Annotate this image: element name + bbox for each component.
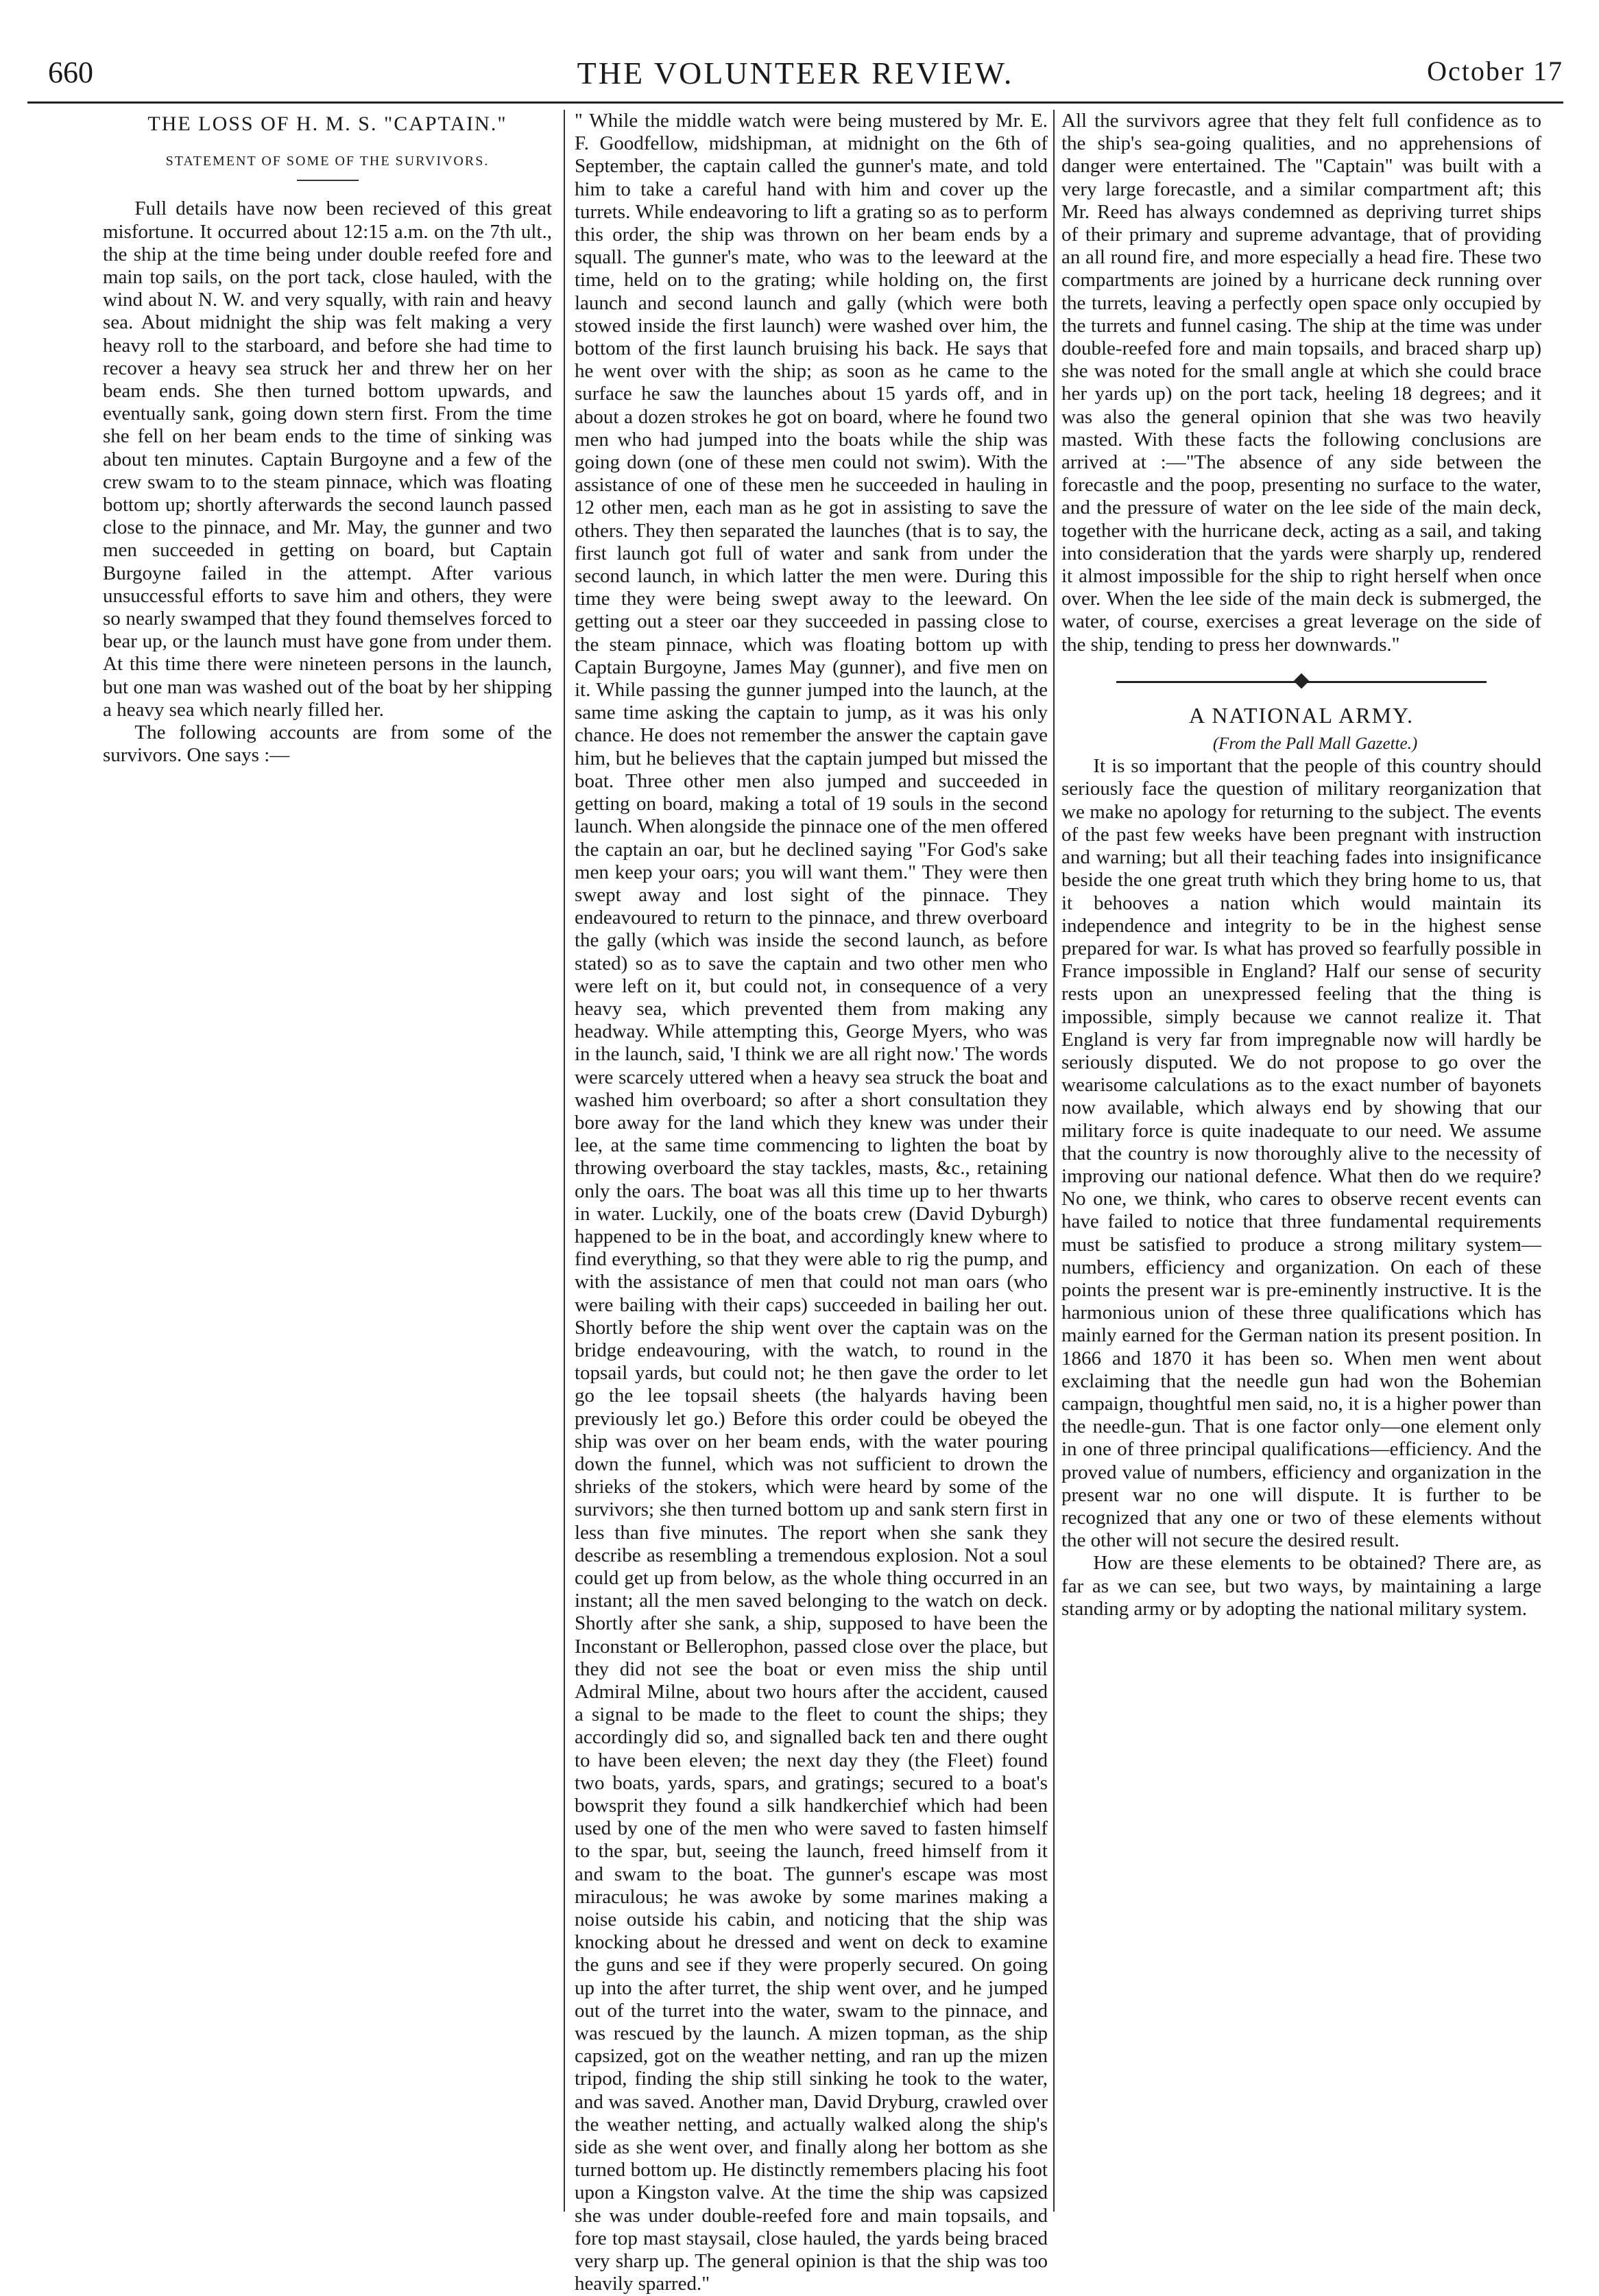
header-rule bbox=[27, 101, 1563, 104]
article-paragraph: Full details have now been recieved of this great misfortune. It occurred about 12:15 a.m. on the 7th ult., the ship at the time being under double reefed fore and main top sails, on the port tack, close hauled, with the wind about N. W. and very squally, with rain and heavy sea. About midnight the ship was felt making a very heavy roll to the starboard, and before she had time to recover a heavy sea struck her and threw her on her beam ends. She then turned bottom upwards, and eventually sank, going down stern first. From the time she fell on her beam ends to the time of sinking was about ten minutes. Captain Burgoyne and a few of the crew swam to to the steam pinnace, which was floating bottom up; shortly afterwards the second launch passed close to the pinnace, and Mr. May, the gunner and two men succeeded in getting on board, but Captain Burgoyne failed in the attempt. After various unsuccessful efforts to save him and others, they were so nearly swamped that they found themselves forced to bear up, or the launch must have gone from under them. At this time there were nineteen persons in the launch, but one man was washed out of the boat by her shipping a heavy sea which nearly filled her. bbox=[103, 198, 552, 721]
section-divider-ornament bbox=[1061, 671, 1541, 692]
masthead-title: THE VOLUNTEER REVIEW. bbox=[577, 56, 1014, 91]
article-paragraph: How are these elements to be obtained? There are, as far as we can see, but two ways, by maintaining a large standing army or by adopting the national military system. bbox=[1061, 1552, 1541, 1620]
page-header bbox=[27, 55, 1563, 96]
column-divider bbox=[1053, 110, 1055, 2212]
article-headline: A NATIONAL ARMY. bbox=[1188, 702, 1415, 728]
column-2 bbox=[575, 110, 1048, 2295]
article-paragraph-continued: All the survivors agree that they felt full confidence as to the ship's sea-going qualities, and no apprehensions of danger were entertained. The "Captain" was built with a very large forecastle, and a similar compartment aft; this Mr. Reed has always condemned as depriving turret ships of their primary and supreme advantage, that of providing an all round fire, and more especially a head fire. These two compartments are joined by a hurricane deck running over the turrets, leaving a perfectly open space only occupied by the turrets and funnel casing. The ship at the time was under double-reefed fore and main topsails, and braced sharp up) she was noted for the small angle at which she could brace her yards up) on the port tack, heeling 18 degrees; and it was also the general opinion that she was two heavily masted. With these facts the following conclusions are arrived at :—"The absence of any side between the forecastle and the poop, presenting no surface to the water, and the pressure of water on the lee side of the main deck, together with the hurricane deck, acting as a sail, and taking into consideration that the yards were sharply up, rendered it almost impossible for the ship to right herself when once over. When the lee side of the main deck is submerged, the water, of course, exercises a great leverage on the side of the ship, tending to press her downwards." bbox=[1061, 110, 1541, 656]
article-paragraph-continued: " While the middle watch were being mustered by Mr. E. F. Goodfellow, midshipman, at midnight on the 6th of September, the captain called the gunner's mate, and told him to take a careful hand with him and cover up the turrets. While endeavoring to lift a grating so as to perform this order, the ship was thrown on her beam ends by a squall. The gunner's mate, who was to the leeward at the time, held on to the grating; while holding on, the first launch and second launch and gally (which were both stowed inside the first launch) were washed over him, the bottom of the first launch bruising his back. He says that he went over with the ship; as soon as he came to the surface he saw the launches about 15 yards off, and in about a dozen strokes he got on board, where he found two men who had jumped into the boats while the ship was going down (one of these men could not swim). With the assistance of one of these men he succeeded in hauling in 12 other men, each man as he got in assisting to save the others. They then separated the launches (that is to say, the first launch got full of water and sank from under the second launch, in which latter the men were. During this time they were being swept away to the leeward. On getting out a steer oar they succeeded in passing close to the steam pinnace, which was floating bottom up with Captain Burgoyne, James May (gunner), and five men on it. While passing the gunner jumped into the launch, at the same time asking the captain to jump, as it was his only chance. He does not remember the answer the captain gave him, but he believes that the captain jumped but missed the boat. Three other men also jumped and succeeded in getting on board, making a total of 19 souls in the second launch. When alongside the pinnace one of the men offered the captain an oar, but he declined saying "For God's sake men keep your oars; you will want them." They were then swept away and lost sight of the pinnace. They endeavoured to return to the pinnace, and threw overboard the gally (which was inside the second launch, as before stated) so as to save the captain and two other men who were left on it, but could not, in consequence of a very heavy sea, which prevented them from making any headway. While attempting this, George Myers, who was in the launch, said, 'I think we are all right now.' The words were scarcely uttered when a heavy sea struck the boat and washed him overboard; so after a short consultation they bore away for the land which they knew was under their lee, at the same time commencing to lighten the boat by throwing overboard the stay tackles, masts, &c., retaining only the oars. The boat was all this time up to her thwarts in water. Luckily, one of the boats crew (David Dyburgh) happened to be in the boat, and accordingly knew where to find everything, so that they were able to rig the pump, and with the assistance of men that could not man oars (who were bailing with their caps) succeeded in bailing her out. Shortly before the ship went over the captain was on the bridge endeavouring, with the watch, to round in the topsail yards, but could not; he then gave the order to let go the lee topsail sheets (the halyards having been previously let go.) Before this order could be obeyed the ship was over on her beam ends, with the water pouring down the funnel, which was not sufficient to drown the shrieks of the stokers, which were heard by some of the survivors; she then turned bottom up and sank stern first in less than five minutes. The report when she sank they describe as resembling a tremendous explosion. Not a soul could get up from below, as the whole thing occurred in an instant; all the men saved belonging to the watch on deck. Shortly after she sank, a ship, supposed to have been the Inconstant or Bellerophon, passed close over the place, but they did not see the boat or even miss the ship until Admiral Milne, about two hours after the accident, caused a signal to be made to the fleet to count the ships; they accordingly did so, and signalled back ten and there ought to have been eleven; the next day they (the Fleet) found two boats, yards, spars, and gratings; secured to a boat's bowsprit they found a silk handkerchief which had been used by one of the men who were saved to fasten himself to the spar, but, seeing the launch, freed himself from it and swam to the boat. The gunner's escape was most miraculous; he was awoke by some marines making a noise outside his cabin, and noticing that the ship was knocking about he dressed and went on deck to examine the guns and see if they were properly secured. On going up into the after turret, the ship went over, and he jumped out of the turret into the water, swam to the pinnace, and was rescued by the launch. A mizen topman, as the ship capsized, got on the weather netting, and ran up the mizen tripod, finding the ship still sinking he took to the water, and was saved. Another man, David Dryburg, crawled over the weather netting, and actually walked along the ship's side as she went over, and finally along her bottom as she turned bottom up. He distinctly remembers placing his foot upon a Kingston valve. At the time the ship was capsized she was under double-reefed fore and main topsails, and fore top mast staysail, close hauled, the yards being braced very sharp up. The general opinion is that the ship was too heavily sparred." bbox=[575, 110, 1048, 2295]
column-3 bbox=[1061, 110, 1541, 2215]
article-paragraph: It is so important that the people of this country should seriously face the question of military reorganization that we make no apology for returning to the subject. The events of the past few weeks have been pregnant with instruction and warning; but all their teaching fades into insignificance beside the one great truth which they bring home to us, that it behooves a nation which would maintain its independence and integrity to be in the highest sense prepared for war. Is what has proved so fearfully possible in France impossible in England? Half our sense of security rests upon an unexpressed feeling that the thing is impossible, simply because we cannot realize it. That England is very far from impregnable now will hardly be seriously disputed. We do not propose to go over the wearisome calculations as to the exact number of bayonets now available, which always end by showing that our military force is quite inadequate to our need. We assume that the country is now thoroughly alive to the necessity of improving our national defence. What then do we require? No one, we think, who cares to observe recent events can have failed to notice that three fundamental requirements must be satisfied to produce a strong military system—numbers, efficiency and organization. On each of these points the present war is pre-eminently instructive. It is the harmonious union of these three qualifications which has mainly earned for the German nation its present position. In 1866 and 1870 it has been so. When men went about exclaiming that the needle gun had won the Bohemian campaign, thoughtful men said, no, it is a higher power than the needle-gun. That is one factor only—one element only in one of three principal qualifications—efficiency. And the proved value of numbers, efficiency and organization in the present war no one will dispute. It is further to be recognized that any one or two of these elements without the other will not secure the desired result. bbox=[1061, 755, 1541, 1552]
article-headline: THE LOSS OF H. M. S. "CAPTAIN." bbox=[147, 112, 507, 135]
article-subheadline: STATEMENT OF SOME OF THE SURVIVORS. bbox=[165, 154, 490, 169]
issue-date: October 17 bbox=[1427, 56, 1563, 86]
page-number: 660 bbox=[48, 56, 93, 89]
short-rule bbox=[297, 180, 359, 181]
article-source: (From the Pall Mall Gazette.) bbox=[1212, 734, 1418, 754]
column-divider bbox=[564, 110, 565, 2212]
column-1 bbox=[103, 110, 552, 2215]
article-paragraph: The following accounts are from some of the survivors. One says :— bbox=[103, 721, 552, 767]
